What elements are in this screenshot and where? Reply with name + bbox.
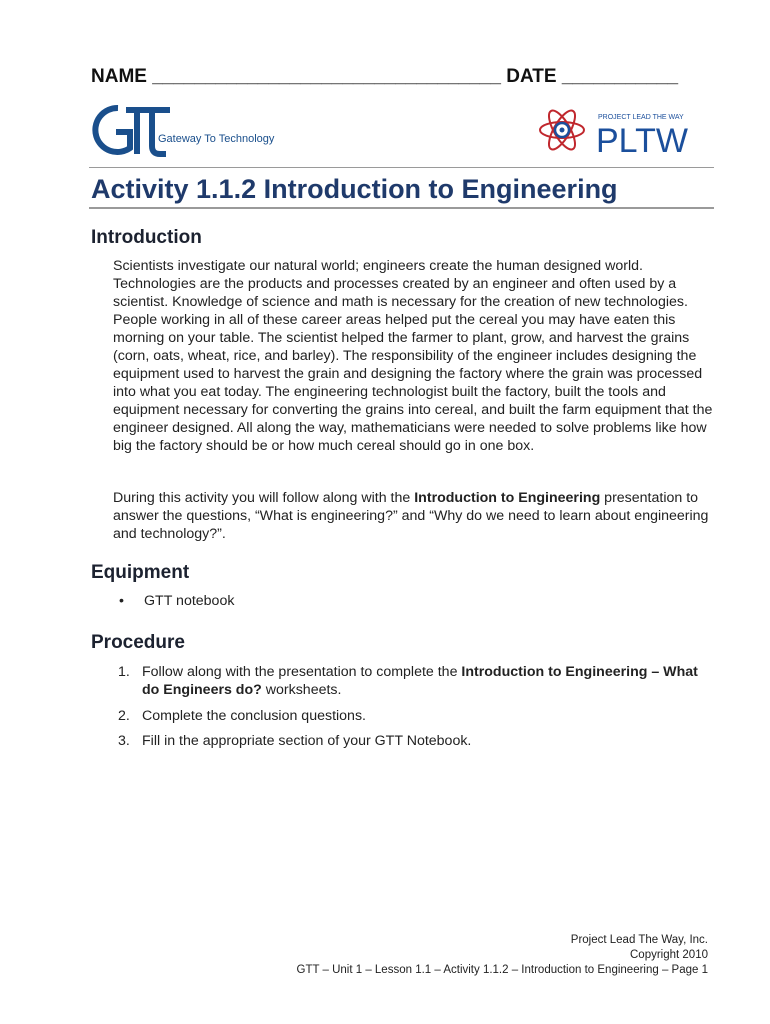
footer-copyright: Copyright 2010 — [630, 949, 708, 961]
title-divider — [89, 207, 714, 209]
footer-page-info: GTT – Unit 1 – Lesson 1.1 – Activity 1.1.2 – Introduction to Engineering – Page 1 — [296, 964, 708, 976]
header-divider — [89, 167, 714, 168]
pltw-logo-small-text: PROJECT LEAD THE WAY — [598, 114, 684, 121]
date-label: DATE — [506, 66, 557, 87]
footer-org: Project Lead The Way, Inc. — [570, 934, 708, 946]
name-blank: _________________________________ — [152, 66, 501, 87]
step-text: Follow along with the presentation to complete the Introduction to Engineering – What do Engineers do? worksheets. — [142, 664, 698, 698]
gtt-logo-text: Gateway To Technology — [158, 133, 275, 145]
step-number: 2. — [118, 708, 130, 724]
step-text: Fill in the appropriate section of your GTT Notebook. — [142, 733, 472, 749]
pltw-logo — [538, 98, 713, 160]
activity-instructions-paragraph: During this activity you will follow along with the Introduction to Engineering presentation to answer the questions, “What is engineering?” and “Why do we need to learn about engineering and technology?”. — [113, 490, 709, 542]
introduction-paragraph: Scientists investigate our natural world; engineers create the human designed world. Technologies are the products and processes created by an engineer and often used by a scientist. Knowledge of science and math is necessary for the creation of new technologies. People working in all of these career areas helped put the cereal you may have eaten this morning on your table. The scientist helped the farmer to plant, grow, and harvest the grains (corn, oats, wheat, rice, and barley). The responsibility of the engineer includes designing the equipment used to harvest the grain and designing the factory where the grain was processed into what you eat today. The engineering technologist built the factory, built the tools and equipment necessary for converting the grains into cereal, and built the farm equipment that the engineer designed. All along the way, mathematicians were needed to solve problems like how big the factory should be or how much cereal should go in one box. — [113, 258, 713, 454]
step-text: Complete the conclusion questions. — [142, 708, 366, 724]
gtt-logo — [90, 100, 290, 162]
name-label: NAME — [91, 66, 147, 87]
page-footer — [297, 933, 708, 978]
step-number: 1. — [118, 664, 130, 680]
introduction-heading: Introduction — [91, 227, 202, 248]
bullet-icon: • — [119, 593, 124, 609]
page-title: Activity 1.1.2 Introduction to Engineering — [91, 174, 618, 204]
pltw-logo-big-text: PLTW — [596, 122, 688, 160]
name-date-line — [91, 66, 678, 88]
equipment-item-label: GTT notebook — [144, 593, 235, 609]
date-blank: ___________ — [561, 66, 679, 87]
step-number: 3. — [118, 733, 130, 749]
procedure-heading: Procedure — [91, 632, 185, 653]
presentation-name: Introduction to Engineering — [414, 490, 601, 506]
equipment-heading: Equipment — [91, 562, 190, 583]
